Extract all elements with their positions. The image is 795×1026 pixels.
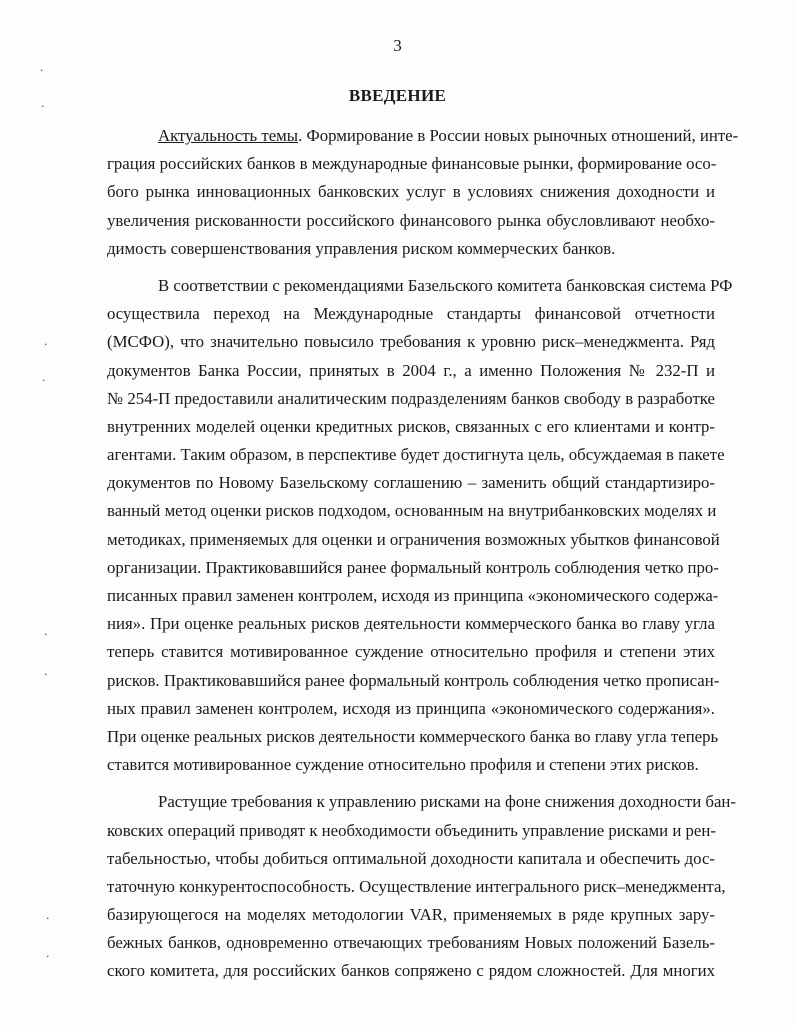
paragraph-line: рисков. Практиковавшийся ранее формальный контроль соблюдения четко прописан-: [107, 670, 720, 690]
paragraph-line: таточную конкурентоспособность. Осуществление интегрального риск–менеджмента,: [107, 876, 726, 896]
page-title: ВВЕДЕНИЕ: [348, 86, 447, 105]
paragraph-line: документов по Новому Базельскому соглашению – заменить общий стандартизиро-: [107, 473, 715, 493]
scan-speck: ·: [44, 668, 48, 681]
paragraph-line: осуществила переход на Международные стандарты финансовой отчетности: [107, 304, 715, 324]
topic-relevance-heading: Актуальность темы: [158, 126, 299, 145]
paragraph-line: агентами. Таким образом, в перспективе будет достигнута цель, обсуждаемая в пакете: [107, 445, 725, 465]
paragraph-line: табельностью, чтобы добиться оптимальной доходности капитала и обеспечить дос-: [107, 848, 715, 868]
scan-speck: ·: [40, 64, 44, 77]
paragraph-line: писанных правил заменен контролем, исходя из принципа «экономического содержа-: [107, 586, 719, 605]
paragraph-line: Растущие требования к управлению рисками на фоне снижения доходности бан-: [158, 792, 736, 812]
paragraph-line: базирующегося на моделях методологии VAR, применяемых в ряде крупных зару-: [107, 905, 715, 925]
paragraph-line: бого рынка инновационных банковских услуг в условиях снижения доходности и: [107, 182, 715, 202]
paragraph-line: Актуальность темы. Формирование в России новых рыночных отношений, инте-: [158, 126, 739, 145]
paragraph-line: внутренних моделей оценки кредитных рисков, связанных с его клиентами и контр-: [107, 416, 715, 436]
scan-speck: ·: [41, 100, 45, 113]
scan-speck: ·: [44, 338, 48, 351]
paragraph-line: увеличения рискованности российского финансового рынка обусловливают необхо-: [107, 210, 715, 230]
body-text: [107, 122, 739, 986]
paragraph-line: ского комитета, для российских банков сопряжено с рядом сложностей. Для многих: [107, 961, 715, 981]
paragraph-line: бежных банков, одновременно отвечающих требованиям Новых положений Базель-: [107, 933, 715, 953]
paragraph-line: организации. Практиковавшийся ранее формальный контроль соблюдения четко про-: [107, 557, 719, 577]
paragraph-line: ковских операций приводят к необходимости объединить управление рисками и рен-: [107, 820, 716, 840]
paragraph-line: № 254-П предоставили аналитическим подразделениям банков свободу в разработке: [107, 388, 715, 408]
paragraph-line: В соответствии с рекомендациями Базельского комитета банковская система РФ: [158, 275, 733, 295]
scan-speck: ·: [44, 628, 48, 641]
paragraph-line: ных правил заменен контролем, исходя из принципа «экономического содержания».: [107, 698, 715, 718]
scan-speck: ·: [46, 912, 50, 925]
paragraph-line: документов Банка России, принятых в 2004 г., а именно Положения № 232-П и: [107, 360, 715, 380]
page-number: 3: [393, 36, 402, 55]
paragraph-line: ставится мотивированное суждение относительно профиля и степени этих рисков.: [107, 755, 699, 775]
paragraph-line: ванный метод оценки рисков подходом, основанным на внутрибанковских моделях и: [107, 501, 717, 521]
paragraph-line: грация российских банков в международные финансовые рынки, формирование осо-: [107, 154, 717, 174]
scan-speck: ·: [46, 950, 50, 963]
paragraph-line: теперь ставится мотивированное суждение относительно профиля и степени этих: [107, 642, 715, 662]
paragraph-line: димость совершенствования управления риском коммерческих банков.: [107, 238, 616, 258]
paragraph-line: ния». При оценке реальных рисков деятельности коммерческого банка во главу угла: [107, 614, 715, 634]
paragraph-line: методиках, применяемых для оценки и ограничения возможных убытков финансовой: [107, 529, 720, 549]
paragraph-line: (МСФО), что значительно повысило требования к уровню риск–менеджмента. Ряд: [107, 332, 715, 352]
scan-speck: ·: [42, 374, 46, 387]
paragraph-line: При оценке реальных рисков деятельности коммерческого банка во главу угла теперь: [107, 726, 719, 746]
